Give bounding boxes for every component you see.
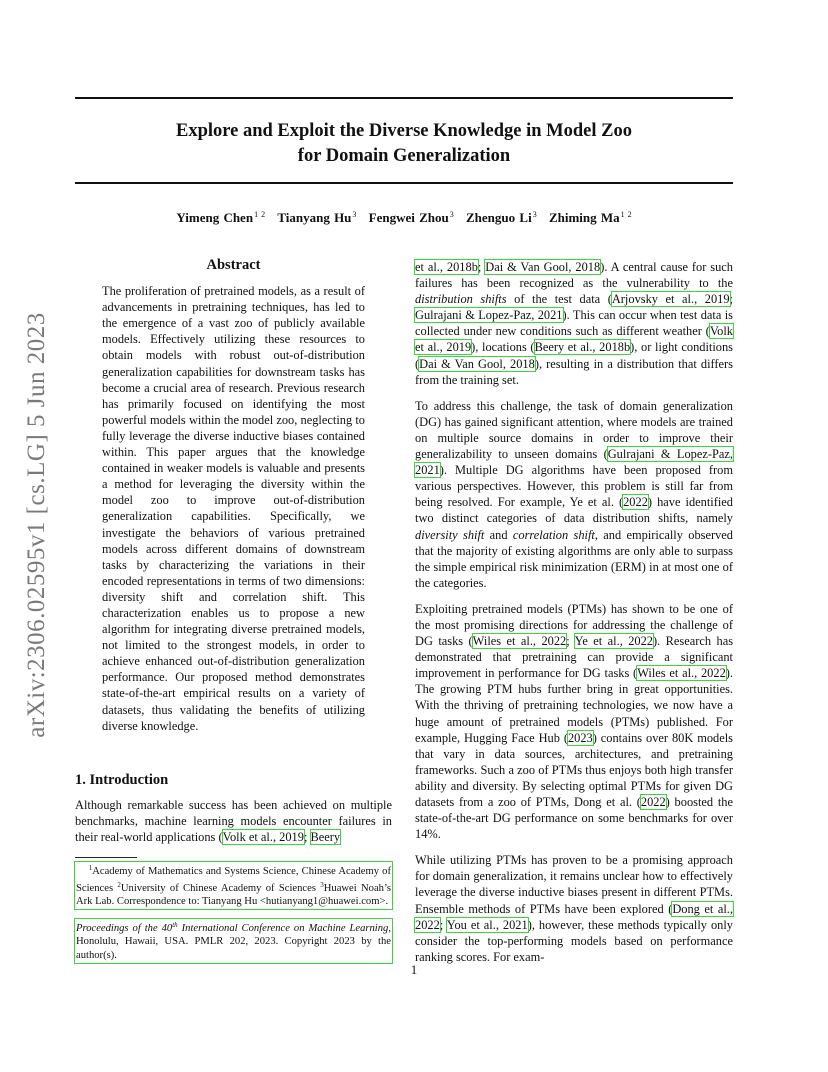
paragraph-pretrained-models: Exploiting pretrained models (PTMs) has shown to be one of the most promising directions for addressing the challenge of DG tasks (Wiles et al., 2022; Ye et al., 2022). Research has demonstrated that pretraining can provide a significant improvement in performance for DG tasks (Wiles et al., 2022). The growing PTM hubs further bring in great opportunities. With the thriving of pretraining technologies, we now have a huge amount of pretrained models (PTMs) published. For example, Hugging Face Hub (2023) contains over 80K models that vary in data sources, architectures, and pretraining frameworks. Such a zoo of PTMs thus enjoys both high transfer ability and diversity. By selecting optimal PTMs for given DG datasets from a zoo of PTMs, Dong et al. (2022) boosted the state-of-the-art DG performance on some benchmarks for over 14%. [415, 601, 734, 842]
citation-link[interactable]: Beery [310, 830, 341, 844]
left-column [75, 257, 392, 855]
citation-link[interactable]: Volk et al., 2019 [222, 830, 304, 844]
citation-link[interactable]: 2023 [567, 730, 593, 745]
page-number: 1 [410, 963, 418, 977]
author: Fengwei Zhou$^3$ [368, 210, 454, 225]
footnotes [75, 862, 392, 963]
citation-link[interactable]: Arjovsky et al., 2019 [611, 292, 730, 307]
citation-link[interactable]: 2022 [623, 495, 648, 510]
citation-link[interactable]: 2022 [640, 795, 666, 809]
intro-paragraph-continued: et al., 2018b; Dai & Van Gool, 2018). A central cause for such failures has been recognized as the vulnerability to the distribution shifts of the test data (Arjovsky et al., 2019; Gulrajani & Lopez-Paz, 2021). This can occur when test data is collected under new conditions such as different weather (Volk et al., 2019), locations (Beery et al., 2018b), or light conditions (Dai & Van Gool, 2018), resulting in a distribution that differs from the training set. [415, 260, 734, 387]
citation-link[interactable]: Dai & Van Gool, 2018 [419, 356, 535, 371]
paragraph-ensemble: While utilizing PTMs has proven to be a promising approach for domain generalization, it remains unclear how to effectively leverage the diverse inductive biases present in different PTMs. Ensemble methods of PTMs have been explored (Dong et al., 2022; You et al., 2021), however, these methods typically only consider the top-performing models based on performance ranking scores. For exam- [415, 853, 733, 964]
title-line-1: Explore and Exploit the Diverse Knowledge in Model Zoo [175, 121, 632, 141]
author: Tianyang Hu$^3$ [277, 210, 357, 225]
citation-link[interactable]: Gulrajani & Lopez-Paz, 2021 [415, 308, 563, 323]
arxiv-sidebar-identifier: arXiv:2306.02595v1 [cs.LG] 5 Jun 2023 [23, 312, 50, 738]
citation-link[interactable]: Wiles et al., 2022 [472, 634, 567, 649]
paragraph-dg-challenge: To address this challenge, the task of domain generalization (DG) has gained significant attention, where models are trained on multiple source domains in order to improve their generalizability to unseen domains (Gulrajani & Lopez-Paz, 2021). Multiple DG algorithms have been proposed from various perspectives. However, this problem is still far from being resolved. For example, Ye et al. (2022) have identified two distinct categories of data distribution shifts, namely diversity shift and correlation shift, and empirically observed that the majority of existing algorithms are only able to surpass the simple empirical risk minimization (ERM) in at most one of the categories. [415, 398, 734, 590]
proceedings-note[interactable]: Proceedings of the 40th International Conference on Machine Learning, Honolulu, Hawaii, USA. PMLR 202, 2023. Copyright 2023 by the author(s). [76, 920, 391, 961]
introduction-heading: 1. Introduction [75, 771, 169, 788]
title-rule-top [75, 97, 733, 99]
citation-link[interactable]: Wiles et al., 2022 [637, 666, 726, 681]
author-list [75, 210, 733, 226]
author: Zhiming $Ma^{1 2}$ [548, 210, 632, 225]
citation-link[interactable]: Gulrajani & Lopez-Paz, 2021 [415, 447, 733, 478]
affiliation-footnote[interactable]: $^1$Academy of Mathematics and Systems Science, Chinese Academy of Sciences $^2$University of Chinese Academy of Sciences $^3$Huawei Noah’s Ark Lab. Correspondence to: Tianyang Hu <hutianyang1@huawei.com>. [76, 864, 392, 908]
intro-paragraph-start: Although remarkable success has been achieved on multiple benchmarks, machine learning models encounter failures in their real-world applications (Volk et al., 2019; Beery [75, 797, 392, 844]
title-line-2: for Domain Generalization [297, 146, 511, 166]
citation-link[interactable]: Ye et al., 2022 [574, 634, 654, 649]
citation-link[interactable]: You et al., 2021 [446, 917, 528, 932]
abstract-body: The proliferation of pretrained models, as a result of advancements in pretraining techniques, has led to the emergence of a vast zoo of publicly available models. Effectively utilizing these resources to obtain models with robust out-of-distribution generalization capabilities for downstream tasks has become a crucial area of research. Previous research has primarily focused on identifying the most powerful models within the model zoo, neglecting to fully leverage the diverse inductive biases contained within. This paper argues that the knowledge contained in weaker models is valuable and presents a method for leveraging the diversity within the model zoo to improve out-of-distribution generalization capabilities. Specifically, we investigate the behaviors of various pretrained models across different domains of downstream tasks by characterizing the variations in their encoded representations in terms of two dimensions: diversity shift and correlation shift. This characterization enables us to propose a new algorithm for integrating diverse pretrained models, not limited to the strongest models, in order to achieve enhanced out-of-distribution generalization performance. Our proposed method demonstrates state-of-the-art empirical results on a variety of datasets, thus validating the benefits of utilizing diverse knowledge. [102, 284, 365, 733]
paper-title [75, 119, 733, 169]
citation-link[interactable]: et al., 2018b [415, 260, 478, 274]
citation-link[interactable]: Dai & Van Gool, 2018 [485, 260, 601, 274]
author: Zhenguo Li$^3$ [466, 210, 537, 225]
footnote-rule [75, 857, 137, 858]
author: Yimeng Chen$^{1 2}$ [176, 210, 266, 225]
citation-link[interactable]: Volk et al., 2019 [415, 324, 733, 355]
title-rule-bottom [75, 182, 733, 184]
abstract-heading: Abstract [206, 257, 261, 273]
citation-link[interactable]: Beery et al., 2018b [534, 340, 631, 355]
citation-link[interactable]: Dong et al., 2022 [415, 901, 733, 932]
right-column [415, 259, 733, 975]
